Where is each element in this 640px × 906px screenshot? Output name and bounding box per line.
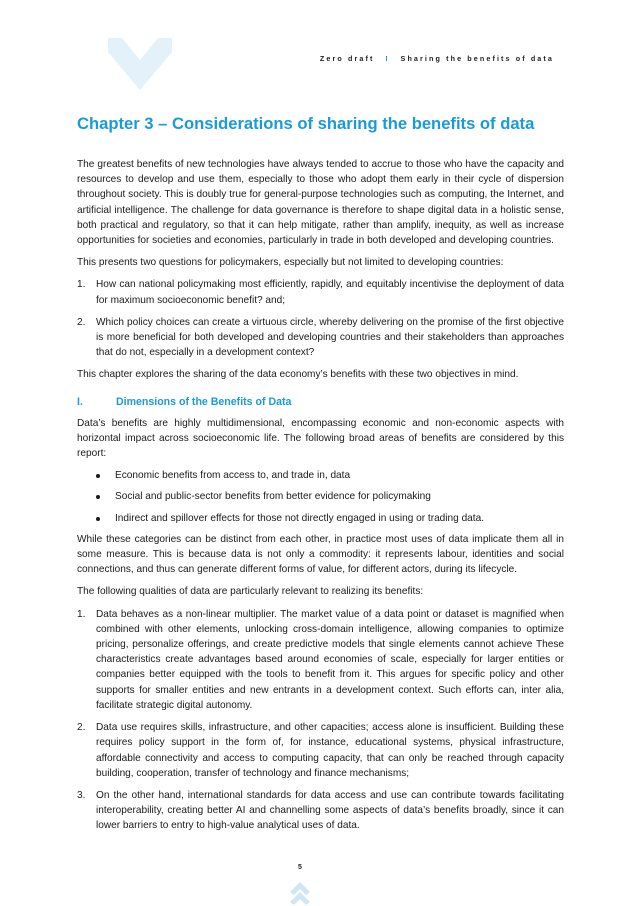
- quality-number: 1.: [77, 608, 86, 620]
- bullet-icon: [96, 495, 100, 499]
- benefit-text: Indirect and spillover effects for those not directly engaged in using or trading data.: [115, 512, 485, 524]
- chapter-title: Chapter 3 – Considerations of sharing the benefits of data: [77, 114, 535, 133]
- quality-item: [77, 720, 564, 781]
- section-title: Sharing the benefits of data: [400, 54, 554, 63]
- section-heading: [77, 396, 564, 408]
- quality-number: 3.: [77, 789, 86, 801]
- bullet-icon: [96, 474, 100, 478]
- page-content: [77, 114, 564, 841]
- quality-text: Data behaves as a non-linear multiplier. The market value of a data point or dataset is magnified when combined with other elements, unlocking cross-domain intelligence, allowing companies to optimize pricing, personalize offerings, and create predictive models that single elements cannot achieve These characteristics create advantages based around economies of scale, especially for larger entities or companies better equipped with the tools to benefit from it. This argues for specific policy and other supports for smaller entities and new entrants in a development context. Such efforts can, inter alia, facilitate strategic digital autonomy.: [96, 608, 564, 711]
- benefits-list: [77, 468, 564, 526]
- section-paragraph: The following qualities of data are particularly relevant to realizing its benefits:: [77, 586, 424, 598]
- question-text: How can national policymaking most efficiently, rapidly, and equitably incentivise the deployment of data for maximum socioeconomic benefit? and;: [96, 279, 564, 306]
- question-text: Which policy choices can create a virtuous circle, whereby delivering on the promise of the first objective is more beneficial for both developed and developing countries and their stakeholders than approaches that do not, especially in a development context?: [96, 316, 564, 359]
- chevron-logo-icon: [108, 36, 172, 92]
- benefit-item: [77, 511, 564, 526]
- chevron-up-icon: [290, 882, 310, 906]
- benefit-text: Social and public-sector benefits from better evidence for policymaking: [115, 491, 431, 503]
- question-number: 1.: [77, 279, 86, 291]
- intro-paragraph: The greatest benefits of new technologies have always tended to accrue to those who have the capacity and resources to develop and use them, especially to those who adopt them early in their cycle of dispersion throughout society. This is doubly true for general-purpose technologies such as computing, the Internet, and artificial intelligence. The challenge for data governance is therefore to shape digital data in a holistic sense, both practical and regulatory, so that it can help mitigate, rather than amplify, inequity, as well as increase opportunities for societies and economies, particularly in trade in both developed and developing countries.: [77, 159, 564, 247]
- page-number: 5: [298, 864, 302, 871]
- quality-item: [77, 788, 564, 834]
- question-item: [77, 315, 564, 361]
- section-heading-text: Dimensions of the Benefits of Data: [116, 395, 292, 408]
- quality-text: On the other hand, international standards for data access and use can contribute towards facilitating interoperability, creating better AI and channelling some aspects of data’s benefits broadly, since it can lower barriers to entry to high-value analytical uses of data.: [96, 789, 564, 832]
- section-paragraph: While these categories can be distinct from each other, in practice most uses of data implicate them all in some measure. This is because data is not only a commodity: it represents labour, identities and social connections, and thus can generate different forms of value, for different actors, during its lifecycle.: [77, 533, 564, 576]
- quality-item: [77, 607, 564, 713]
- intro-paragraph: This presents two questions for policymakers, especially but not limited to developing countries:: [77, 257, 504, 269]
- question-number: 2.: [77, 316, 86, 328]
- qualities-list: [77, 607, 564, 834]
- quality-number: 2.: [77, 722, 86, 734]
- running-header: [320, 54, 554, 63]
- quality-text: Data use requires skills, infrastructure, and other capacities; access alone is insufficient. Building these requires policy support in the form of, for instance, educational systems, physical infrastructure, affordable connectivity and access to computing capacity, that can only be reached through capacity building, cooperation, transfer of technology and finance mechanisms;: [96, 722, 564, 779]
- bullet-icon: [96, 517, 100, 521]
- header-separator: I: [385, 54, 390, 63]
- benefit-item: [77, 468, 564, 483]
- question-item: [77, 277, 564, 307]
- benefit-text: Economic benefits from access to, and trade in, data: [115, 470, 351, 482]
- section-paragraph: Data’s benefits are highly multidimensional, encompassing economic and non-economic aspects with horizontal impact across socioeconomic life. The following broad areas of benefits are considered by this report:: [77, 417, 564, 460]
- chapter-summary: This chapter explores the sharing of the data economy’s benefits with these two objectives in mind.: [77, 369, 519, 381]
- section-number: I.: [77, 395, 83, 408]
- benefit-item: [77, 489, 564, 504]
- doc-status: Zero draft: [319, 54, 375, 63]
- questions-list: [77, 277, 564, 360]
